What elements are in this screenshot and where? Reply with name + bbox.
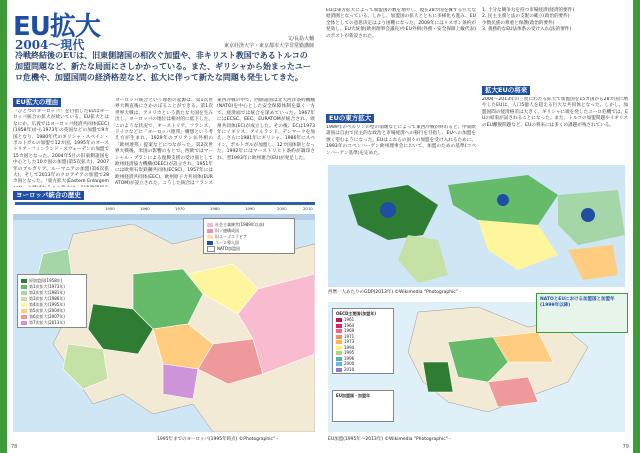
legend-swatch xyxy=(207,229,213,233)
page-number: 79 xyxy=(622,444,629,450)
section-header-future: 拡大EUの将来 xyxy=(482,86,530,95)
timeline-tick: 2000 xyxy=(277,206,287,211)
intro-text: EUは東方拡大によって加盟国の数を増やし、現在28カ国を擁する巨大な経済圏となっている。しかし、加盟国の拡大とともに多様化も進み、EU全体としての意思決定はより困難になった。2009年にはリスボン条約が発効し、EU大統領(欧州理事会議長)やEU外相(外務・安全保障上級代表)のポストが新設された。 xyxy=(326,8,476,39)
criteria-list xyxy=(482,8,628,34)
section-text-reasons: 「ひとつのヨーロッパ」を目指したEUはヨーロッパ統合の拡大が続いている。EU拡大とはなにか。広義ではヨーロッパ経済共同体(EEC)(1958年)から1973年の英国などの加盟で9カ国となり、1980年代のギリシャ・スペイン・ポルトガルの加盟で12カ国、1995年のオーストリア・フィンランド・スウェーデンの加盟で15カ国となった。2004年5月の旧東側諸国を中心とした10カ国の加盟(第5次拡大)、2007年のブルガリア、ルーマニアの加盟(第6次拡大)、そして2013年のクロアチアの加盟で28カ国となった。「東方拡大(Eastern Enlargem xyxy=(13,109,109,185)
legend-swatch xyxy=(207,223,213,227)
europe-map xyxy=(13,214,315,432)
page-subtitle: 2004～現代 xyxy=(15,38,85,52)
timeline-tick: 1950 xyxy=(105,206,115,211)
legend-item: 2000 xyxy=(336,361,354,366)
legend-swatch xyxy=(336,335,342,339)
legend-item: 旧ソ連構成国 xyxy=(207,228,239,234)
legend-swatch xyxy=(21,279,27,283)
gdp-caption: 西暦一人あたりのGDP(2013年) ©Wikimedia "Photographic"・ xyxy=(328,290,463,295)
timeline-tick: 1960 xyxy=(140,206,150,211)
legend-swatch xyxy=(336,368,342,372)
legend-swatch xyxy=(336,346,342,350)
section-text-future: 2004～2013年の三度にわたる拡大で加盟国を15カ国から28カ国に増やしたEUは、人口5億人を超える巨大な共同体となった。しかし、加盟国間の経済格差は大きく、ギリシャに端を発したユーロ危機では、EUの結束が試されることになった。また、トルコの加盟問題やイギリスのEU離脱問題など、EUの将来には多くの課題が残されている。 xyxy=(482,97,628,128)
criteria-item: 2. 民主主義と法の支配の確立(政治的要件) xyxy=(482,14,570,20)
right-page xyxy=(320,0,633,453)
legend-item: 第5次拡大(2004年) xyxy=(21,308,65,314)
timeline-bar xyxy=(15,202,315,205)
section-header-history: ヨーロッパ統合の歴史 xyxy=(13,191,84,200)
section-header-reasons: EU拡大の理由 xyxy=(13,98,61,107)
legend-swatch xyxy=(207,246,215,252)
eu-legend-title: EU加盟国・加盟年 xyxy=(336,393,370,398)
legend-swatch xyxy=(21,285,27,289)
membership-legend xyxy=(17,274,87,328)
legend-swatch xyxy=(21,303,27,307)
legend-item: 第6次拡大(2007年) xyxy=(21,314,65,320)
left-page xyxy=(7,0,320,453)
legend-item: 1995 xyxy=(336,350,354,355)
legend-item: ユーロ導入国 xyxy=(207,240,239,246)
legend-item: 1994 xyxy=(336,345,354,350)
gdp-map-graphic xyxy=(328,165,625,287)
left-page-edge xyxy=(0,0,7,453)
gdp-map xyxy=(328,165,625,287)
lead-paragraph: 冷戦終結後のEUは、旧東側諸国の相次ぐ加盟や、非キリスト教国であるトルコの加盟問題など、新たな局面にさしかかっている。また、ギリシャから始まったユーロ危機や、加盟国間の経済格差など、拡大に伴って新たな問題も発生してきた。 xyxy=(15,50,311,82)
timeline-tick: 1980 xyxy=(210,206,220,211)
legend-item: 社会主義陣営(1989年以前) xyxy=(207,222,264,228)
legend-item: 第3次拡大(1986年) xyxy=(21,296,65,302)
oecd-legend-title: OECD主要国(加盟年) xyxy=(336,311,377,316)
legend-swatch xyxy=(21,297,27,301)
legend-swatch xyxy=(336,351,342,355)
legend-item: NATO加盟国 xyxy=(207,246,240,252)
section-header-east: EUの東方拡大 xyxy=(326,114,374,123)
legend-swatch xyxy=(21,321,27,325)
region-legend xyxy=(203,218,295,254)
map-caption: 1995年までのヨーロッパ(1995年時点) ©Photographic"・ xyxy=(157,437,280,442)
legend-swatch xyxy=(336,340,342,344)
legend-swatch xyxy=(336,329,342,333)
timeline-tick: 2010 xyxy=(303,206,313,211)
nato-eu-box-text: NATOとEUにおける加盟国と加盟年(1999年以降) xyxy=(540,297,615,308)
page-title: EU拡大 xyxy=(13,12,100,42)
legend-item: 第2次拡大(1981年) xyxy=(21,290,65,296)
eu-legend xyxy=(332,390,394,422)
legend-item: 1973 xyxy=(336,339,354,344)
history-timeline xyxy=(15,200,315,212)
legend-item: 旧ユーゴスラビア xyxy=(207,234,247,240)
column-text-history: ヨーロッパ統合という理想の起源は、第1次世界大戦直後にさかのぼることができる。第1次世界大戦は、アメリカという新たな大国を生み出し、ヨーロッパの地位は相対的に低下した。このような状況で、オーストリア、フランス、ドイツなどに「ヨーロッパ連邦」構想という考え方が生まれ、1929年のブリアン仏外相の「欧州連邦」提案などにつながった。第2次世界大戦後、米国の影響のもとで、西欧ではマーシャル・プランによる復興支援の受け皿として欧州経済協力機構(OEEC)が設立され、1951年には欧州石炭鉄鋼共同体(ECSC)、1957年には欧州経済共同体(EEC)、欧州原子力共同体(EURATOM)が設立された。こうした統合はフランス xyxy=(115,98,213,187)
legend-swatch xyxy=(336,324,342,328)
timeline-tick: 1970 xyxy=(175,206,185,211)
legend-swatch xyxy=(207,241,213,245)
author-affiliation: 東京経済大学・東京都市大学非常勤講師 xyxy=(223,43,314,49)
legend-item: 1961 xyxy=(336,317,354,322)
legend-item: 1969 xyxy=(336,328,354,333)
legend-item: 原加盟国(1958年) xyxy=(21,278,62,284)
legend-swatch xyxy=(336,318,342,322)
right-page-edge xyxy=(633,0,640,453)
criteria-item: 少数民族の尊重と保護(政治的要件) xyxy=(482,20,555,26)
legend-swatch xyxy=(336,357,342,361)
page-number: 78 xyxy=(11,444,18,450)
legend-item: 1964 xyxy=(336,323,354,328)
nato-eu-box xyxy=(536,293,628,333)
legend-item: 第7次拡大(2013年) xyxy=(21,320,65,326)
legend-item: 1971 xyxy=(336,334,354,339)
eu-map-caption: EU加盟(1995年〜2013年) ©Wikimedia "Photographic"・ xyxy=(328,437,453,442)
criteria-item: 1. 十分な競争力を持つ市場経済(経済的要件) xyxy=(482,8,575,13)
author-credit xyxy=(224,36,314,50)
column-text-coldwar: 東西冷戦の中で、西側諸国は北大西洋条約機構(NATO)を中心とした安全保障体制を築く一方で、経済面では統合を深めていった。1967年にはECSC、EEC、EURATOMが統合され、欧州共同体(EC)が成立した。その後、ECは1973年にイギリス、アイルランド、デンマークを加え、さらに1981年にギリシャ、1986年にスペイン、ポルトガルが加盟し、12カ国体制となった。1992年にはマーストリヒト条約が調印され、翌1993年に欧州連合(EU)が発足した。 xyxy=(217,98,315,161)
legend-swatch xyxy=(21,315,27,319)
legend-item: 第4次拡大(1995年) xyxy=(21,302,65,308)
legend-swatch xyxy=(336,362,342,366)
oecd-legend xyxy=(332,308,394,374)
legend-swatch xyxy=(207,235,213,239)
legend-item: 1996 xyxy=(336,356,354,361)
section-text-east: 1989年のベルリンの壁の崩壊などによって東西冷戦が終わると、中東欧諸国は自由で民主的な政治と市場経済への移行を目指し、EUへの加盟を強く望むようになった。EUはこれらの国々の加盟を受け入れるために、1993年のコペンハーゲン欧州理事会において、加盟のための基準(コペンハーゲン基準)を定めた。 xyxy=(326,125,476,156)
legend-swatch xyxy=(21,309,27,313)
timeline-tick: 1990 xyxy=(245,206,255,211)
author-name: 文/長島大輔 xyxy=(287,36,314,42)
legend-item: 2010 xyxy=(336,367,354,372)
legend-swatch xyxy=(21,291,27,295)
criteria-item: 3. 義務的なEU法体系の受け入れ(法的要件) xyxy=(482,27,572,33)
legend-item: 第1次拡大(1973年) xyxy=(21,284,65,290)
